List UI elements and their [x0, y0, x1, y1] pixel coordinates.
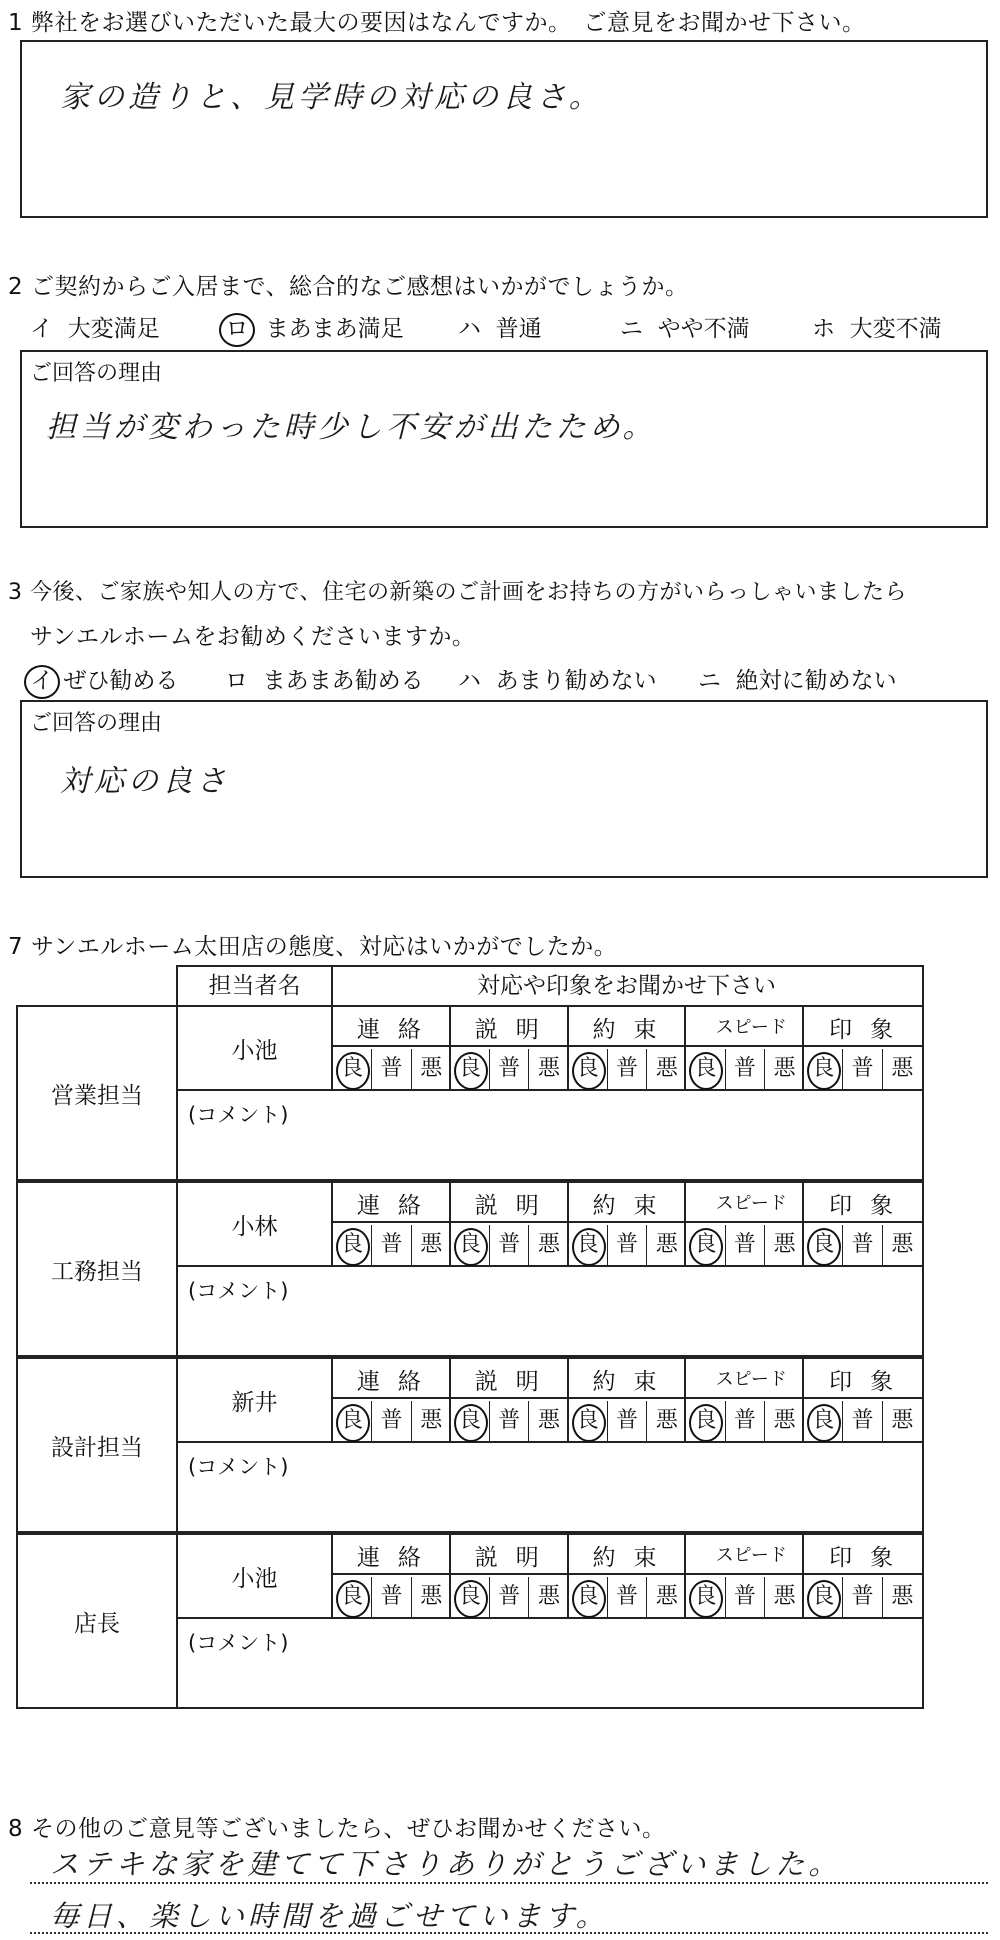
category-grid	[333, 1007, 922, 1091]
category-cell	[686, 1535, 804, 1619]
header-impression: 対応や印象をお聞かせ下さい	[331, 965, 924, 1007]
comment-area[interactable]	[178, 1619, 922, 1707]
q2-reason: 担当が変わった時少し不安が出たため。	[46, 410, 657, 445]
category-grid	[333, 1359, 922, 1443]
rating-option[interactable]: 悪	[655, 1232, 678, 1257]
category-label: 連絡	[333, 1187, 449, 1223]
q1-answer: 家の造りと、見学時の対応の良さ。	[60, 80, 603, 115]
q2-reason-label: ご回答の理由	[30, 361, 163, 386]
category-label: 約束	[569, 1187, 685, 1223]
category-label: 印象	[804, 1011, 922, 1047]
rating-option[interactable]: 悪	[773, 1408, 796, 1433]
rating-options	[804, 1049, 922, 1091]
category-cell	[569, 1183, 687, 1267]
rating-options	[686, 1577, 802, 1619]
rating-option-selected[interactable]: 良	[333, 1225, 372, 1265]
rating-option[interactable]: 悪	[773, 1584, 796, 1609]
category-cell	[451, 1359, 569, 1443]
category-cell	[451, 1007, 569, 1091]
category-label: 約束	[569, 1363, 685, 1399]
comment-area[interactable]	[178, 1267, 922, 1355]
rating-option[interactable]: 悪	[538, 1232, 561, 1257]
rating-option-selected[interactable]: 良	[686, 1577, 725, 1617]
rating-option[interactable]: 普	[843, 1401, 882, 1441]
rating-option[interactable]: 悪	[891, 1408, 914, 1433]
rating-option-selected[interactable]: 良	[569, 1049, 608, 1089]
q2-reason-box[interactable]	[20, 350, 988, 528]
q2-choice-ro[interactable]: ロ まあまあ満足	[225, 310, 404, 347]
rating-option[interactable]: 悪	[655, 1584, 678, 1609]
rating-option[interactable]: 悪	[891, 1056, 914, 1081]
header-staff-name: 担当者名	[176, 965, 333, 1007]
rating-option[interactable]: 普	[490, 1049, 529, 1089]
category-cell	[333, 1535, 451, 1619]
q3-question-line2: サンエルホームをお勧めくださいますか。	[30, 624, 476, 650]
rating-option-selected[interactable]: 良	[333, 1049, 372, 1089]
rating-option[interactable]: 普	[608, 1401, 647, 1441]
rating-option-selected[interactable]: 良	[804, 1049, 843, 1089]
rating-option-selected[interactable]: 良	[569, 1577, 608, 1617]
selected-circle-mark: ロ	[219, 313, 255, 347]
role-name: 設計担当	[18, 1359, 178, 1531]
person-name: 小池	[178, 1535, 333, 1619]
rating-option-selected[interactable]: 良	[804, 1225, 843, 1265]
rating-option-selected[interactable]: 良	[686, 1049, 725, 1089]
q3-reason-label: ご回答の理由	[30, 711, 163, 736]
rating-option-selected[interactable]: 良	[451, 1225, 490, 1265]
category-cell	[569, 1535, 687, 1619]
category-grid	[333, 1183, 922, 1267]
rating-option-selected[interactable]: 良	[569, 1401, 608, 1441]
rating-option[interactable]: 悪	[420, 1232, 443, 1257]
q8-line2: 毎日、楽しい時間を過ごせています。	[50, 1899, 609, 1933]
category-label: 説明	[451, 1011, 567, 1047]
category-cell	[686, 1007, 804, 1091]
rating-option[interactable]: 悪	[891, 1232, 914, 1257]
q2-choice-ha[interactable]: ハ 普通	[458, 316, 542, 342]
rating-option[interactable]: 悪	[655, 1056, 678, 1081]
rating-options	[333, 1401, 449, 1443]
category-cell	[804, 1183, 922, 1267]
rating-options	[333, 1225, 449, 1267]
rating-option[interactable]: 普	[490, 1401, 529, 1441]
q1-answer-box[interactable]	[20, 40, 988, 218]
category-label: スピード	[686, 1011, 802, 1047]
role-block	[16, 1357, 924, 1533]
rating-option[interactable]: 普	[372, 1225, 411, 1265]
q3-question-line1: 3 今後、ご家族や知人の方で、住宅の新築のご計画をお持ちの方がいらっしゃいましたら	[8, 580, 908, 605]
rating-option-selected[interactable]: 良	[333, 1577, 372, 1617]
category-cell	[569, 1007, 687, 1091]
rating-option-selected[interactable]: 良	[569, 1225, 608, 1265]
q2-question: 2 ご契約からご入居まで、総合的なご感想はいかがでしょうか。	[8, 274, 689, 300]
rating-options	[451, 1225, 567, 1267]
category-label: 印象	[804, 1539, 922, 1575]
rating-options	[569, 1049, 685, 1091]
rating-option[interactable]: 普	[608, 1049, 647, 1089]
rating-option[interactable]: 普	[490, 1577, 529, 1617]
q7-question: 7 サンエルホーム太田店の態度、対応はいかがでしたか。	[8, 934, 618, 960]
person-name: 小林	[178, 1183, 333, 1267]
rating-option[interactable]: 悪	[773, 1232, 796, 1257]
rating-options	[686, 1049, 802, 1091]
category-cell	[333, 1183, 451, 1267]
q2-choices	[30, 310, 990, 342]
rating-options	[333, 1577, 449, 1619]
comment-label: (コメント)	[188, 1279, 289, 1303]
category-cell	[686, 1359, 804, 1443]
category-label: 説明	[451, 1539, 567, 1575]
rating-option[interactable]: 悪	[655, 1408, 678, 1433]
category-label: 説明	[451, 1187, 567, 1223]
comment-label: (コメント)	[188, 1631, 289, 1655]
rating-option[interactable]: 悪	[538, 1408, 561, 1433]
rating-options	[686, 1225, 802, 1267]
category-cell	[804, 1359, 922, 1443]
rating-option-selected[interactable]: 良	[686, 1225, 725, 1265]
category-cell	[451, 1535, 569, 1619]
q1-question: 1 弊社をお選びいただいた最大の要因はなんですか。 ご意見をお聞かせ下さい。	[8, 10, 866, 36]
rating-options	[804, 1401, 922, 1443]
rating-option[interactable]: 普	[726, 1049, 765, 1089]
q3-reason: 対応の良さ	[60, 764, 230, 799]
role-block	[16, 1181, 924, 1357]
rating-option[interactable]: 普	[843, 1225, 882, 1265]
rating-options	[686, 1401, 802, 1443]
rating-option[interactable]: 普	[608, 1577, 647, 1617]
rating-options	[451, 1049, 567, 1091]
rating-option[interactable]: 普	[372, 1577, 411, 1617]
q8-line2-rule	[30, 1932, 988, 1934]
rating-options	[451, 1401, 567, 1443]
category-label: スピード	[686, 1539, 802, 1575]
category-label: 約束	[569, 1011, 685, 1047]
rating-option[interactable]: 普	[726, 1577, 765, 1617]
q8-line1: ステキな家を建てて下さりありがとうございました。	[50, 1847, 842, 1881]
rating-options	[569, 1577, 685, 1619]
rating-option[interactable]: 普	[608, 1225, 647, 1265]
category-label: 印象	[804, 1187, 922, 1223]
category-cell	[804, 1007, 922, 1091]
rating-option-selected[interactable]: 良	[686, 1401, 725, 1441]
role-name: 営業担当	[18, 1007, 178, 1179]
rating-option[interactable]: 悪	[420, 1584, 443, 1609]
q3-reason-box[interactable]	[20, 700, 988, 878]
category-label: 説明	[451, 1363, 567, 1399]
role-name: 工務担当	[18, 1183, 178, 1355]
q3-choices	[30, 662, 990, 694]
rating-option-selected[interactable]: 良	[804, 1401, 843, 1441]
rating-option[interactable]: 普	[726, 1225, 765, 1265]
rating-option[interactable]: 普	[372, 1401, 411, 1441]
rating-option[interactable]: 悪	[538, 1056, 561, 1081]
q8-line1-rule	[30, 1882, 988, 1884]
rating-options	[451, 1577, 567, 1619]
category-cell	[451, 1183, 569, 1267]
q2-choice-ni[interactable]: ニ やや不満	[620, 316, 750, 342]
category-label: 連絡	[333, 1539, 449, 1575]
category-label: スピード	[686, 1187, 802, 1223]
category-grid	[333, 1535, 922, 1619]
person-name: 新井	[178, 1359, 333, 1443]
q2-choice-i[interactable]: イ 大変満足	[30, 316, 160, 342]
category-cell	[569, 1359, 687, 1443]
q3-choice-ni[interactable]: ニ 絶対に勧めない	[698, 668, 897, 694]
category-label: 約束	[569, 1539, 685, 1575]
role-block	[16, 1533, 924, 1709]
rating-option[interactable]: 悪	[773, 1056, 796, 1081]
category-label: 連絡	[333, 1363, 449, 1399]
rating-option-selected[interactable]: 良	[451, 1577, 490, 1617]
q8-question: 8 その他のご意見等ございましたら、ぜひお聞かせください。	[8, 1816, 666, 1842]
rating-option-selected[interactable]: 良	[804, 1577, 843, 1617]
rating-options	[804, 1577, 922, 1619]
comment-label: (コメント)	[188, 1103, 289, 1127]
comment-area[interactable]	[178, 1443, 922, 1531]
rating-option-selected[interactable]: 良	[333, 1401, 372, 1441]
q3-choice-ro[interactable]: ロ まあまあ勧める	[225, 668, 424, 694]
q3-choice-i[interactable]: イ ぜひ勧める	[30, 662, 178, 699]
rating-option[interactable]: 悪	[420, 1408, 443, 1433]
category-cell	[686, 1183, 804, 1267]
rating-options	[569, 1401, 685, 1443]
rating-option-selected[interactable]: 良	[451, 1401, 490, 1441]
person-name: 小池	[178, 1007, 333, 1091]
rating-options	[569, 1225, 685, 1267]
q3-choice-ha[interactable]: ハ あまり勧めない	[458, 668, 657, 694]
rating-option[interactable]: 普	[726, 1401, 765, 1441]
category-cell	[804, 1535, 922, 1619]
q2-choice-ho[interactable]: ホ 大変不満	[812, 316, 942, 342]
role-name: 店長	[18, 1535, 178, 1707]
rating-option[interactable]: 普	[843, 1049, 882, 1089]
comment-label: (コメント)	[188, 1455, 289, 1479]
rating-option[interactable]: 普	[843, 1577, 882, 1617]
rating-option[interactable]: 普	[490, 1225, 529, 1265]
rating-options	[333, 1049, 449, 1091]
category-label: 印象	[804, 1363, 922, 1399]
rating-option[interactable]: 悪	[538, 1584, 561, 1609]
category-label: 連絡	[333, 1011, 449, 1047]
rating-option[interactable]: 悪	[891, 1584, 914, 1609]
role-block	[16, 1005, 924, 1181]
rating-option[interactable]: 悪	[420, 1056, 443, 1081]
rating-option-selected[interactable]: 良	[451, 1049, 490, 1089]
selected-circle-mark: イ	[24, 665, 60, 699]
category-label: スピード	[686, 1363, 802, 1399]
category-cell	[333, 1359, 451, 1443]
rating-options	[804, 1225, 922, 1267]
comment-area[interactable]	[178, 1091, 922, 1179]
category-cell	[333, 1007, 451, 1091]
rating-option[interactable]: 普	[372, 1049, 411, 1089]
